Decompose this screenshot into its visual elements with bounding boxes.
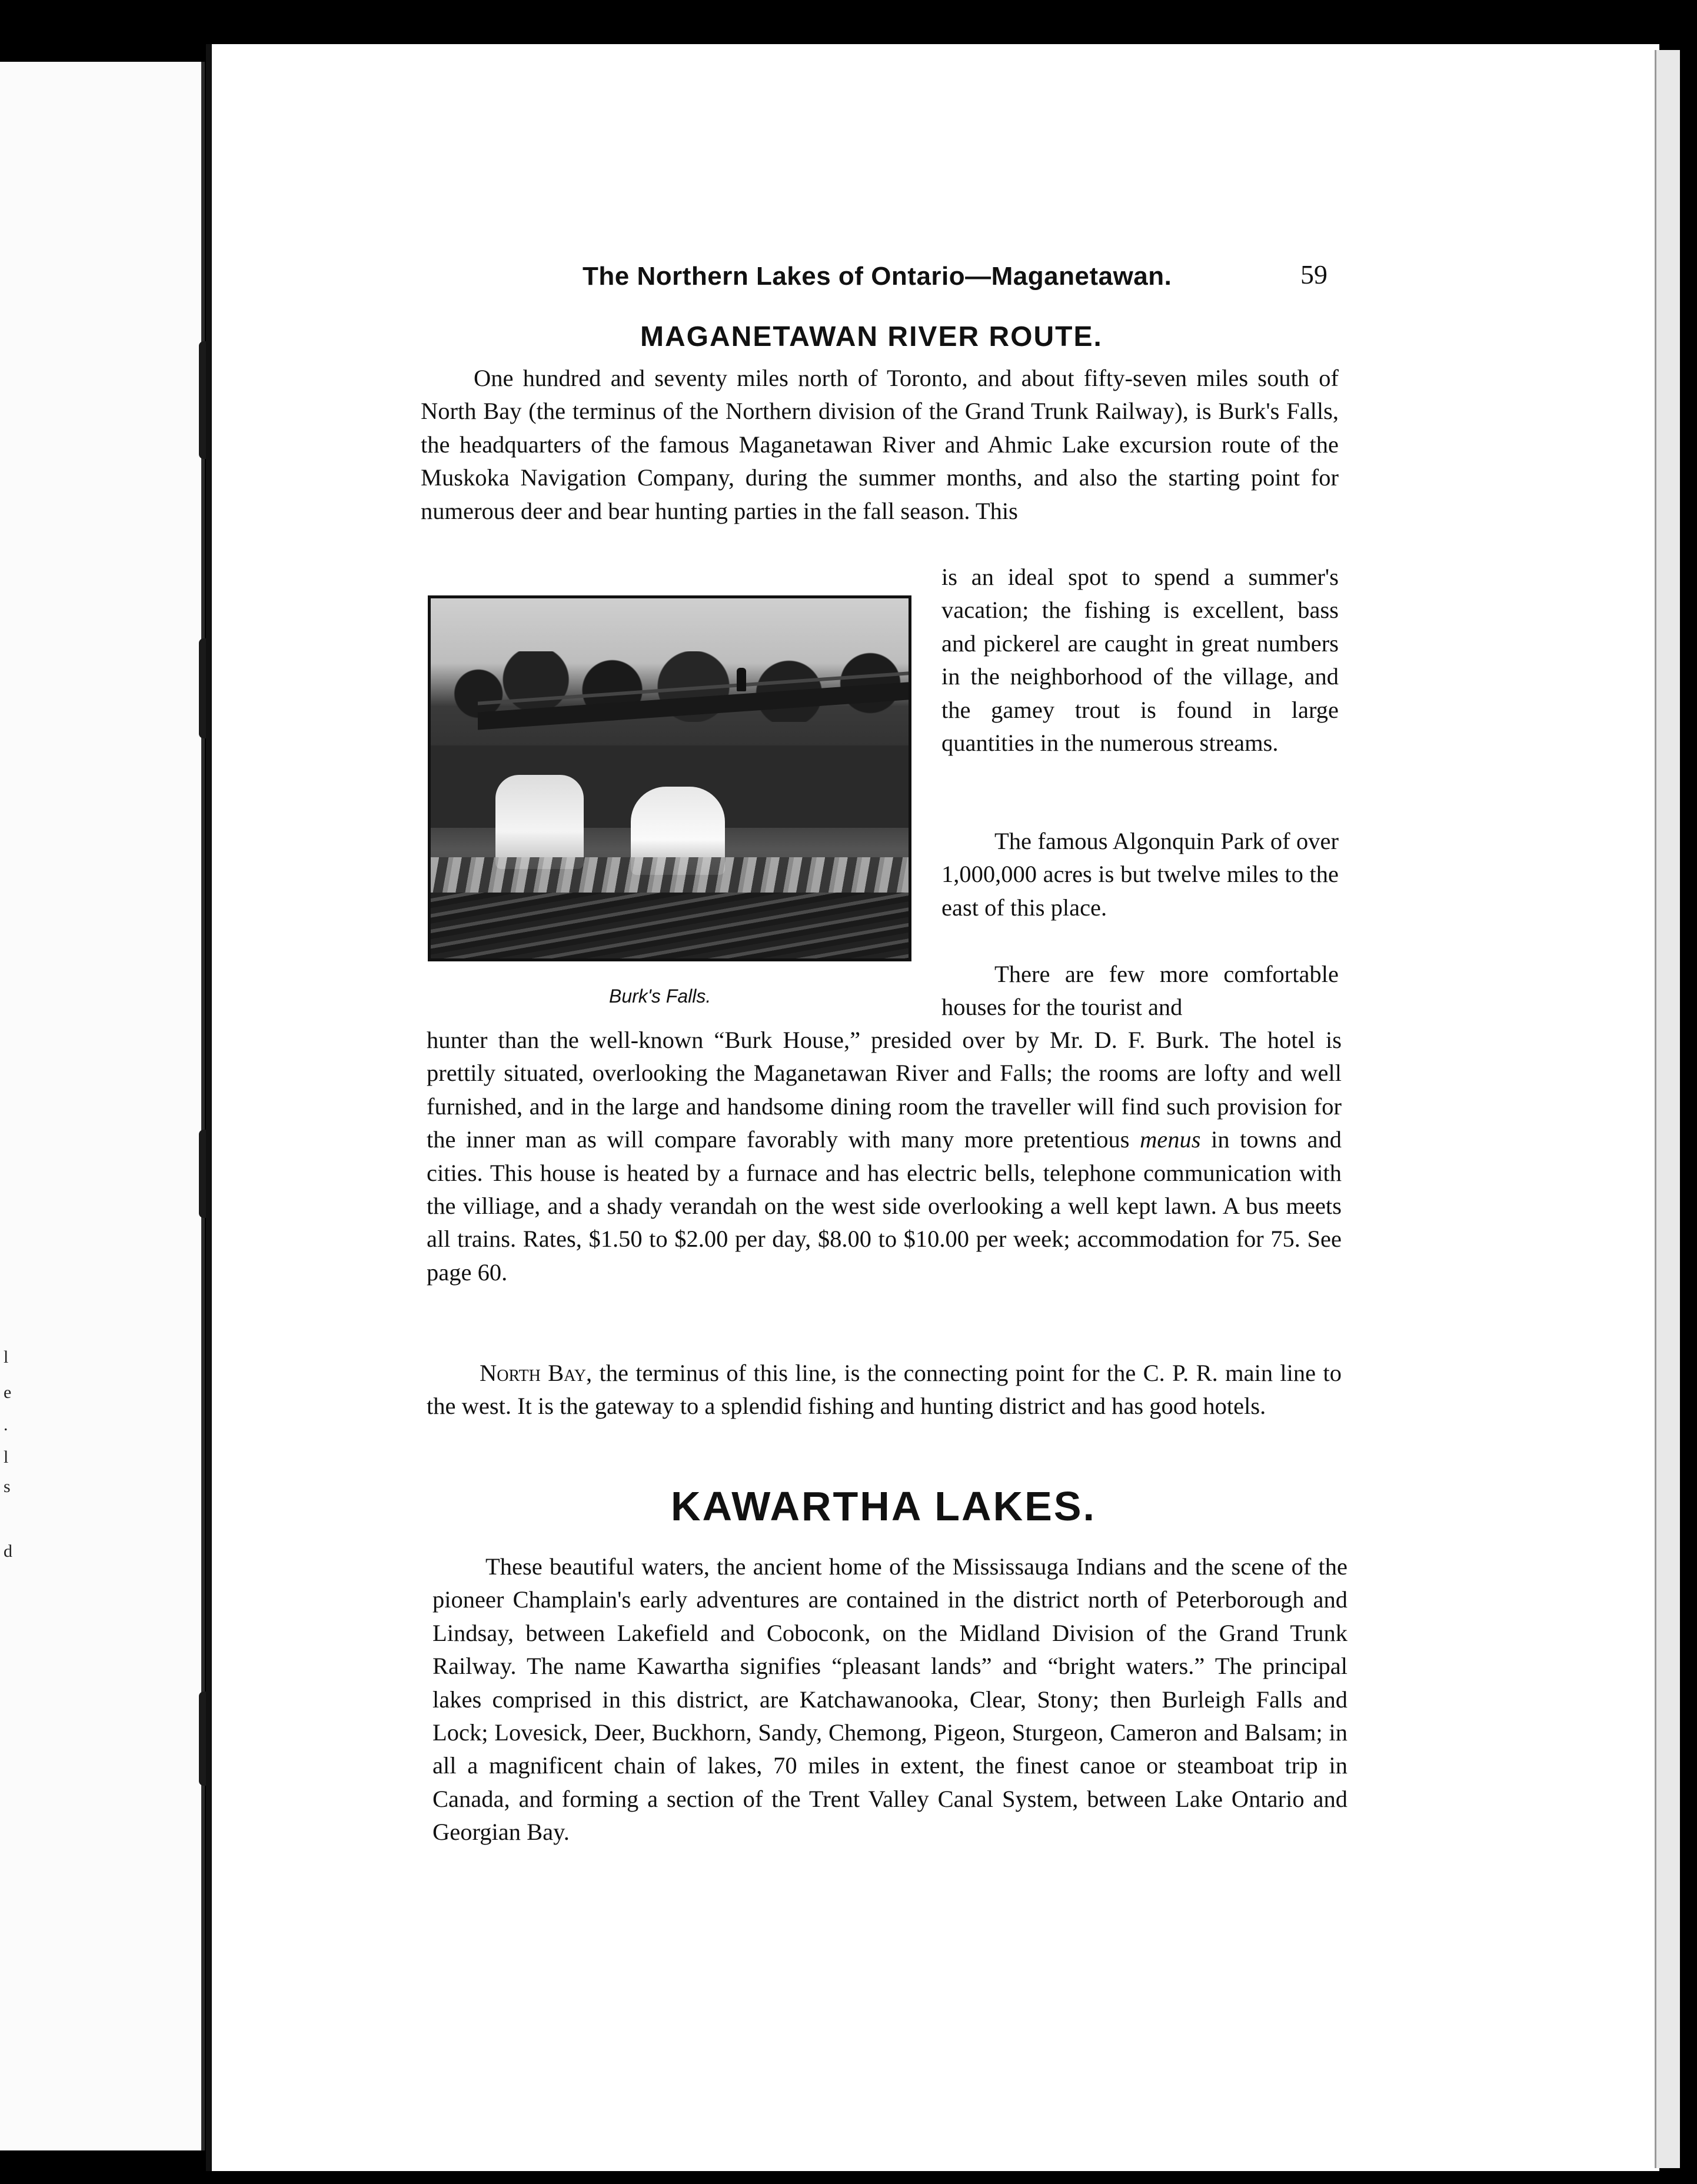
section-title-kawartha: KAWARTHA LAKES. [671,1483,1096,1529]
burk-house-text-a: hunter than the well-known “Burk House,” presided over by Mr. D. F. Burk. The hotel is prettily situated, overlooking the Maganetawan River and Falls; the rooms are lofty and well furnished, and in the large and handsome dining room the traveller will find such provision for the inner man as will compare favorably with many more pretentious [427,1027,1342,1153]
paragraph-north-bay [427,1357,1342,1423]
paragraph-intro-continued: is an ideal spot to spend a summer's vacation; the fishing is excellent, bass and pickerel are caught in great numbers in the neighborhood of the village, and the gamey trout is found in large quantities in the numerous streams. [941,564,1339,757]
page-number: 59 [1300,259,1327,289]
photo-burks-falls [428,595,911,961]
photo-caption: Burk's Falls. [609,986,711,1007]
margin-fragment: l [4,1447,9,1467]
page-edge [1655,50,1680,2168]
burk-house-text-b: in towns and cities. This house is heated by a furnace and has electric bells, telephone communication with the villiage, and a shady verandah on the west side overlooking a well kept lawn. A bus meets all trains. Rates, $1.50 to $2.00 per day, $8.00 to $10.00 per week; accommodation for 75. See page 60. [427,1126,1342,1286]
menus-italic: menus [1140,1126,1201,1153]
facing-page-edge [0,62,205,2150]
north-bay-text: , the terminus of this line, is the connecting point for the C. P. R. main line to the west. It is the gateway to a splendid fishing and hunting district and has good hotels. [427,1360,1342,1420]
margin-fragment: s [4,1477,11,1496]
paragraph-intro: One hundred and seventy miles north of Toronto, and about fifty-seven miles south of North Bay (the terminus of the Northern division of the Grand Trunk Railway), is Burk's Falls, the headquarters of the famous Maganetawan River and Ahmic Lake excursion route of the Muskoka Navigation Company, during the summer months, and also the starting point for numerous deer and bear hunting parties in the fall season. This [421,365,1339,524]
paragraph-algonquin: The famous Algonquin Park of over 1,000,000 acres is but twelve miles to the east of this place. [941,828,1339,921]
margin-fragment: l [4,1347,9,1367]
paragraph-burk-house-start: There are few more comfortable houses for the tourist and [941,961,1339,1021]
margin-fragment: e [4,1383,12,1402]
paragraph-burk-house [427,1024,1342,1289]
paragraph-kawartha: These beautiful waters, the ancient home of the Mississauga Indians and the scene of the pioneer Champlain's early adventures are contained in the district north of Peterborough and Lindsay, between Lakefield and Coboconk, on the Midland Division of the Grand Trunk Railway. The name Kawartha signifies “pleasant lands” and “bright waters.” The principal lakes comprised in this district, are Katchawanooka, Clear, Stony; then Burleigh Falls and Lock; Lovesick, Deer, Buckhorn, Sandy, Chemong, Pigeon, Sturgeon, Cameron and Balsam; in all a magnificent chain of lakes, 70 miles in extent, the finest canoe or steamboat trip in Canada, and forming a section of the Trent Valley Canal System, between Lake Ontario and Georgian Bay. [432,1553,1347,1846]
section-title-maganetawan: MAGANETAWAN RIVER ROUTE. [640,321,1103,352]
running-head: The Northern Lakes of Ontario—Maganetawan. [583,262,1172,291]
north-bay-smallcaps: North Bay [480,1360,587,1386]
margin-fragment: . [4,1415,8,1434]
margin-fragment: d [4,1542,12,1561]
